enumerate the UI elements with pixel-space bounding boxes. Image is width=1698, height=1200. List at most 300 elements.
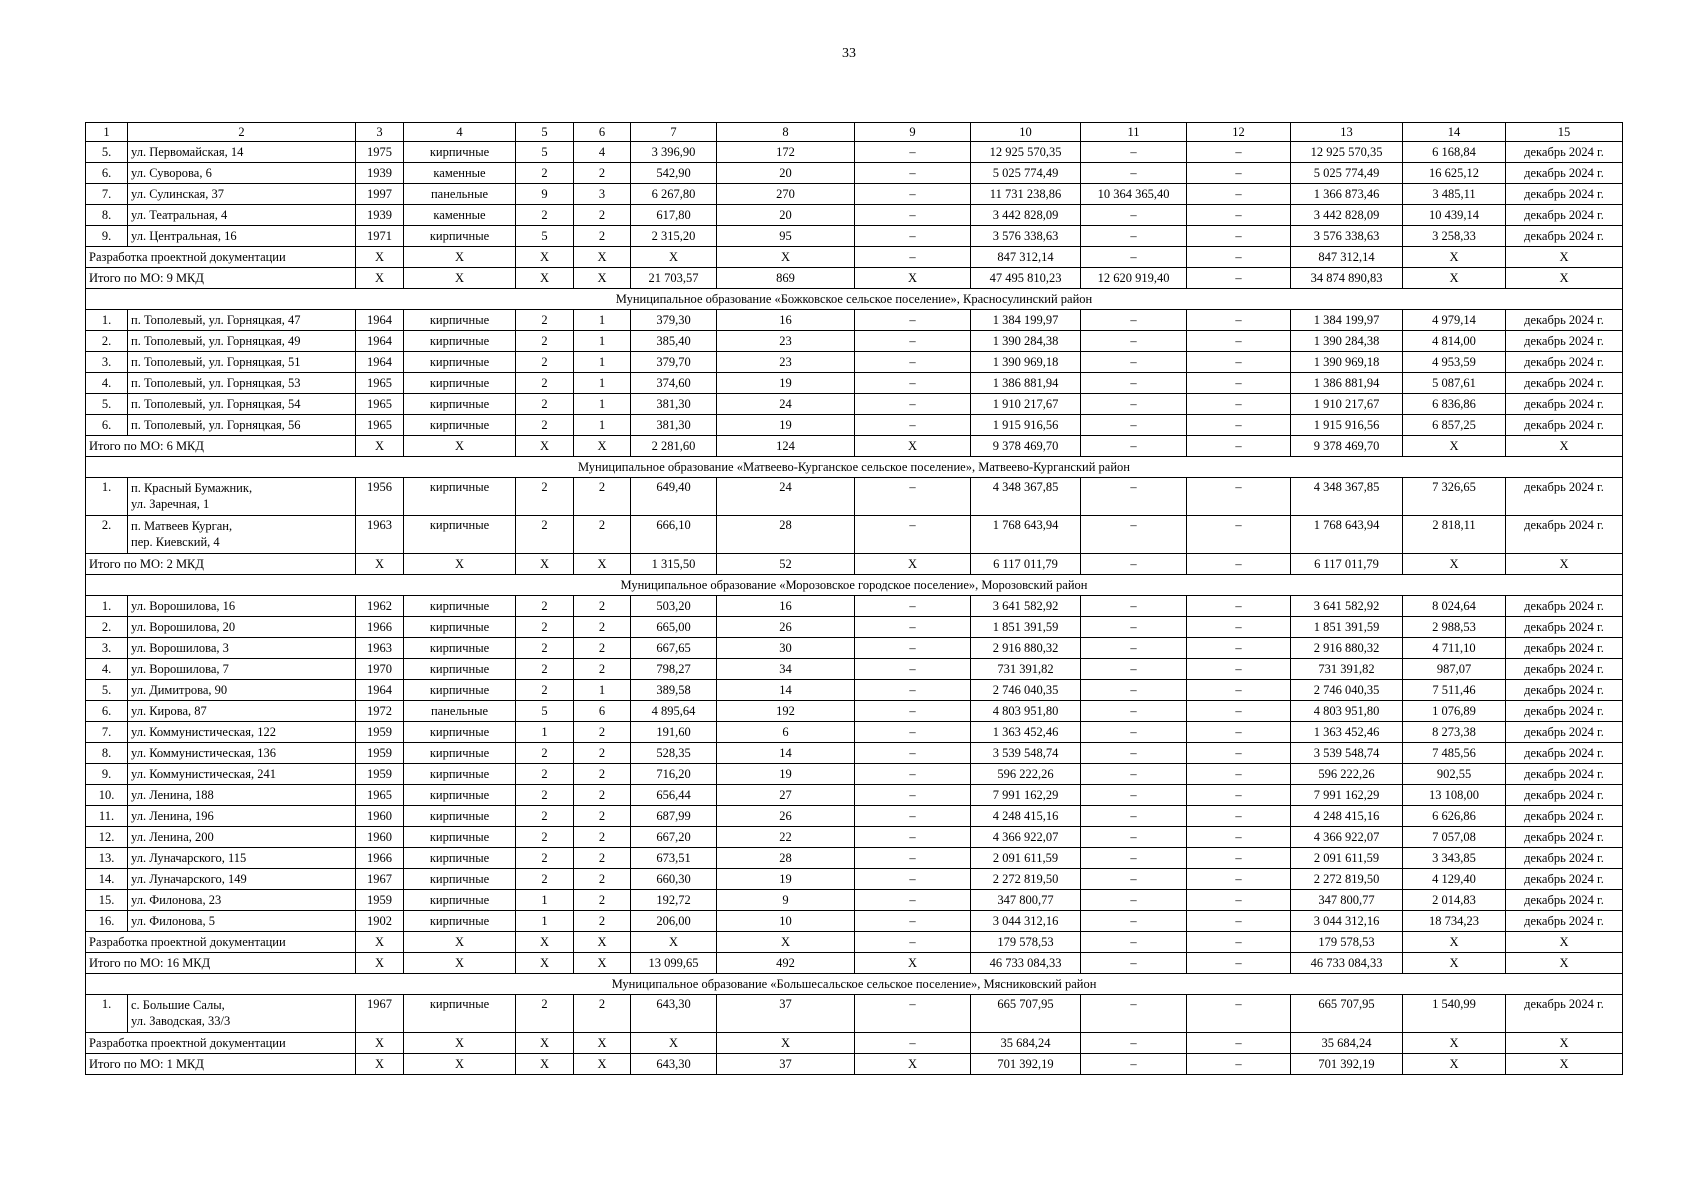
table-cell: 2 [516, 352, 574, 373]
table-cell: – [1081, 310, 1187, 331]
table-cell: 1971 [356, 226, 404, 247]
address-line: п. Красный Бумажник, [131, 481, 253, 495]
table-row [86, 911, 1623, 932]
table-cell: 1 [574, 680, 631, 701]
table-cell: 1 851 391,59 [971, 617, 1081, 638]
summary-cell: X [717, 1033, 855, 1054]
table-cell: – [1187, 310, 1291, 331]
page-number: 33 [842, 46, 856, 61]
summary-cell: X [356, 247, 404, 268]
summary-cell: 847 312,14 [971, 247, 1081, 268]
summary-cell: – [1081, 554, 1187, 575]
summary-cell: X [404, 953, 516, 974]
table-cell: 23 [717, 331, 855, 352]
table-cell: 1959 [356, 764, 404, 785]
table-cell: 9 [516, 184, 574, 205]
table-cell: 1 [516, 911, 574, 932]
table-cell: кирпичные [404, 869, 516, 890]
column-number-cell: 5 [516, 123, 574, 142]
table-cell: – [1081, 373, 1187, 394]
table-cell: 3 [574, 184, 631, 205]
summary-cell: X [404, 268, 516, 289]
summary-cell: 52 [717, 554, 855, 575]
table-cell: 2 091 611,59 [971, 848, 1081, 869]
table-cell: – [855, 163, 971, 184]
table-cell: – [855, 995, 971, 1033]
summary-cell: X [1403, 436, 1506, 457]
table-cell: декабрь 2024 г. [1506, 142, 1623, 163]
summary-cell: X [1506, 953, 1623, 974]
table-cell: – [855, 596, 971, 617]
section-header-row [86, 289, 1623, 310]
summary-cell: X [855, 1054, 971, 1075]
address-line: ул. Заводская, 33/3 [131, 1014, 231, 1028]
row-number-cell: 2. [86, 331, 128, 352]
table-cell: – [1081, 848, 1187, 869]
table-cell: 1997 [356, 184, 404, 205]
table-cell: 1 [574, 415, 631, 436]
table-row [86, 785, 1623, 806]
table-cell: 1 910 217,67 [1291, 394, 1403, 415]
section-title: Муниципальное образование «Большесальское сельское поселение», Мясниковский район [86, 974, 1623, 995]
table-cell: кирпичные [404, 478, 516, 516]
table-cell: 1 [574, 310, 631, 331]
table-cell: 27 [717, 785, 855, 806]
address-cell: ул. Суворова, 6 [128, 163, 356, 184]
table-cell: 1 915 916,56 [1291, 415, 1403, 436]
table-cell: 379,30 [631, 310, 717, 331]
table-cell: 13 108,00 [1403, 785, 1506, 806]
table-cell: 1965 [356, 785, 404, 806]
table-cell: 20 [717, 163, 855, 184]
table-cell: 192,72 [631, 890, 717, 911]
address-cell: п. Тополевый, ул. Горняцкая, 49 [128, 331, 356, 352]
table-cell: 1939 [356, 205, 404, 226]
table-cell: 1 [516, 890, 574, 911]
table-cell: 6 267,80 [631, 184, 717, 205]
summary-cell: X [356, 1033, 404, 1054]
table-cell: 22 [717, 827, 855, 848]
summary-cell: X [1506, 554, 1623, 575]
table-cell: – [1187, 638, 1291, 659]
table-cell: 2 [574, 163, 631, 184]
table-cell: 2 [516, 596, 574, 617]
row-number-cell: 2. [86, 617, 128, 638]
table-row [86, 806, 1623, 827]
row-number-cell: 5. [86, 394, 128, 415]
summary-cell: X [717, 932, 855, 953]
table-cell: 528,35 [631, 743, 717, 764]
table-cell: 2 [574, 596, 631, 617]
table-cell: 5 025 774,49 [971, 163, 1081, 184]
table-cell: 2 [516, 415, 574, 436]
row-number-cell: 12. [86, 827, 128, 848]
table-row [86, 848, 1623, 869]
table-cell: 3 343,85 [1403, 848, 1506, 869]
table-cell: – [1081, 995, 1187, 1033]
table-cell: – [855, 352, 971, 373]
summary-cell: X [404, 1054, 516, 1075]
table-cell: 596 222,26 [971, 764, 1081, 785]
summary-cell: X [404, 932, 516, 953]
table-cell: 381,30 [631, 394, 717, 415]
table-cell: – [1081, 680, 1187, 701]
table-cell: 2 315,20 [631, 226, 717, 247]
summary-cell: 34 874 890,83 [1291, 268, 1403, 289]
column-number-cell: 9 [855, 123, 971, 142]
table-cell: 666,10 [631, 516, 717, 554]
table-cell: 1 390 969,18 [1291, 352, 1403, 373]
table-cell: 3 258,33 [1403, 226, 1506, 247]
summary-cell: X [516, 932, 574, 953]
row-number-cell: 1. [86, 596, 128, 617]
table-cell: 7 511,46 [1403, 680, 1506, 701]
table-cell: 6 836,86 [1403, 394, 1506, 415]
summary-cell: X [631, 1033, 717, 1054]
table-cell: 95 [717, 226, 855, 247]
summary-cell: X [516, 436, 574, 457]
summary-cell: X [574, 554, 631, 575]
table-cell: 1 768 643,94 [971, 516, 1081, 554]
address-cell: ул. Коммунистическая, 122 [128, 722, 356, 743]
table-cell: 4 366 922,07 [971, 827, 1081, 848]
table-cell: 4 953,59 [1403, 352, 1506, 373]
section-header-row [86, 457, 1623, 478]
summary-cell: X [516, 1054, 574, 1075]
address-cell: ул. Сулинская, 37 [128, 184, 356, 205]
summary-cell: 869 [717, 268, 855, 289]
table-cell: 2 [574, 827, 631, 848]
table-cell: 374,60 [631, 373, 717, 394]
summary-cell: 46 733 084,33 [971, 953, 1081, 974]
table-body [86, 123, 1623, 1075]
table-cell: 3 641 582,92 [971, 596, 1081, 617]
table-cell: 1 [574, 352, 631, 373]
table-cell: 3 576 338,63 [971, 226, 1081, 247]
table-cell: 379,70 [631, 352, 717, 373]
table-cell: панельные [404, 701, 516, 722]
table-cell: – [1187, 617, 1291, 638]
summary-cell: X [1506, 1033, 1623, 1054]
table-cell: кирпичные [404, 638, 516, 659]
table-cell: 665,00 [631, 617, 717, 638]
table-cell: 2 272 819,50 [971, 869, 1081, 890]
table-cell: 542,90 [631, 163, 717, 184]
table-cell: 2 746 040,35 [971, 680, 1081, 701]
table-cell: – [855, 310, 971, 331]
table-cell: – [1187, 478, 1291, 516]
table-cell: кирпичные [404, 764, 516, 785]
table-cell: 2 [516, 638, 574, 659]
row-number-cell: 6. [86, 415, 128, 436]
row-number-cell: 14. [86, 869, 128, 890]
table-row [86, 415, 1623, 436]
table-cell: декабрь 2024 г. [1506, 373, 1623, 394]
address-cell: ул. Филонова, 23 [128, 890, 356, 911]
table-cell: 1975 [356, 142, 404, 163]
table-cell: 2 916 880,32 [971, 638, 1081, 659]
row-number-cell: 10. [86, 785, 128, 806]
table-cell: 1 076,89 [1403, 701, 1506, 722]
summary-row [86, 1033, 1623, 1054]
row-number-cell: 1. [86, 478, 128, 516]
table-row [86, 310, 1623, 331]
summary-cell: X [1506, 247, 1623, 268]
address-cell: ул. Кирова, 87 [128, 701, 356, 722]
summary-row [86, 268, 1623, 289]
table-cell: – [1187, 226, 1291, 247]
table-cell: 192 [717, 701, 855, 722]
table-cell: – [1081, 638, 1187, 659]
table-cell: – [1187, 163, 1291, 184]
summary-cell: X [356, 554, 404, 575]
table-cell: 347 800,77 [971, 890, 1081, 911]
column-number-cell: 8 [717, 123, 855, 142]
address-cell: п. Тополевый, ул. Горняцкая, 56 [128, 415, 356, 436]
table-row [86, 163, 1623, 184]
summary-cell: X [574, 1033, 631, 1054]
address-line: пер. Киевский, 4 [131, 535, 220, 549]
table-cell: 8 273,38 [1403, 722, 1506, 743]
table-cell: 731 391,82 [1291, 659, 1403, 680]
table-row [86, 659, 1623, 680]
table-cell: 2 [516, 764, 574, 785]
table-cell: – [1081, 911, 1187, 932]
table-cell: 2 [516, 995, 574, 1033]
table-row [86, 184, 1623, 205]
table-cell: 649,40 [631, 478, 717, 516]
table-cell: – [1187, 352, 1291, 373]
table-cell: 34 [717, 659, 855, 680]
table-cell: – [1187, 394, 1291, 415]
table-cell: – [855, 205, 971, 226]
address-cell: п. Тополевый, ул. Горняцкая, 53 [128, 373, 356, 394]
row-number-cell: 9. [86, 764, 128, 785]
table-cell: 1959 [356, 743, 404, 764]
table-cell: 4 711,10 [1403, 638, 1506, 659]
table-cell: кирпичные [404, 743, 516, 764]
summary-label: Итого по МО: 16 МКД [86, 953, 356, 974]
table-cell: 2 [516, 869, 574, 890]
table-cell: 2 [516, 659, 574, 680]
table-cell: 2 [574, 785, 631, 806]
table-cell: 798,27 [631, 659, 717, 680]
column-number-cell: 7 [631, 123, 717, 142]
table-cell: – [1187, 373, 1291, 394]
table-row [86, 516, 1623, 554]
table-row [86, 827, 1623, 848]
table-cell: – [1187, 415, 1291, 436]
summary-row [86, 932, 1623, 953]
summary-cell: X [574, 953, 631, 974]
summary-cell: 6 117 011,79 [971, 554, 1081, 575]
table-cell: 2 [574, 764, 631, 785]
table-cell: 6 857,25 [1403, 415, 1506, 436]
summary-cell: X [855, 436, 971, 457]
summary-cell: – [1187, 268, 1291, 289]
table-cell: декабрь 2024 г. [1506, 869, 1623, 890]
table-cell: 1964 [356, 331, 404, 352]
address-cell [128, 995, 356, 1033]
table-cell: кирпичные [404, 516, 516, 554]
table-cell: 1 386 881,94 [971, 373, 1081, 394]
summary-row [86, 247, 1623, 268]
row-number-cell: 7. [86, 184, 128, 205]
table-cell: декабрь 2024 г. [1506, 911, 1623, 932]
column-number-cell: 13 [1291, 123, 1403, 142]
table-cell: 1 851 391,59 [1291, 617, 1403, 638]
summary-cell: X [574, 268, 631, 289]
table-cell: 2 [516, 617, 574, 638]
table-cell: 1964 [356, 352, 404, 373]
summary-cell: 492 [717, 953, 855, 974]
table-cell: 7 991 162,29 [1291, 785, 1403, 806]
address-cell: ул. Первомайская, 14 [128, 142, 356, 163]
table-cell: 206,00 [631, 911, 717, 932]
summary-cell: X [1403, 247, 1506, 268]
summary-cell: 1 315,50 [631, 554, 717, 575]
row-number-cell: 6. [86, 163, 128, 184]
table-cell: кирпичные [404, 827, 516, 848]
table-cell: кирпичные [404, 680, 516, 701]
summary-label: Разработка проектной документации [86, 932, 356, 953]
summary-label: Итого по МО: 1 МКД [86, 1054, 356, 1075]
table-cell: 4 348 367,85 [971, 478, 1081, 516]
table-cell: – [855, 680, 971, 701]
table-cell: 2 [574, 722, 631, 743]
summary-cell: – [1187, 436, 1291, 457]
table-cell: – [855, 785, 971, 806]
table-cell: – [855, 806, 971, 827]
row-number-cell: 8. [86, 205, 128, 226]
summary-cell: X [1403, 268, 1506, 289]
table-cell: – [1081, 142, 1187, 163]
table-cell: 4 814,00 [1403, 331, 1506, 352]
summary-row [86, 554, 1623, 575]
summary-cell: – [1187, 953, 1291, 974]
table-cell: 30 [717, 638, 855, 659]
table-cell: – [855, 827, 971, 848]
table-cell: – [1081, 163, 1187, 184]
table-row [86, 352, 1623, 373]
table-cell: – [1081, 701, 1187, 722]
column-number-cell: 4 [404, 123, 516, 142]
table-cell: 2 916 880,32 [1291, 638, 1403, 659]
address-cell: ул. Луначарского, 115 [128, 848, 356, 869]
table-cell: декабрь 2024 г. [1506, 394, 1623, 415]
table-cell: 2 [574, 617, 631, 638]
table-cell: 3 485,11 [1403, 184, 1506, 205]
summary-cell: X [1506, 436, 1623, 457]
table-cell: декабрь 2024 г. [1506, 415, 1623, 436]
table-cell: – [1187, 680, 1291, 701]
summary-cell: – [1081, 953, 1187, 974]
table-cell: – [1187, 142, 1291, 163]
summary-cell: X [356, 1054, 404, 1075]
table-cell: – [1187, 184, 1291, 205]
table-cell: 10 439,14 [1403, 205, 1506, 226]
row-number-cell: 15. [86, 890, 128, 911]
table-cell: 28 [717, 848, 855, 869]
summary-cell: 701 392,19 [971, 1054, 1081, 1075]
summary-cell: – [1187, 554, 1291, 575]
table-row [86, 617, 1623, 638]
table-cell: декабрь 2024 г. [1506, 764, 1623, 785]
address-cell: ул. Коммунистическая, 241 [128, 764, 356, 785]
table-cell: декабрь 2024 г. [1506, 680, 1623, 701]
table-cell: – [1187, 995, 1291, 1033]
table-cell: 2 [516, 827, 574, 848]
table-cell: – [1081, 226, 1187, 247]
table-cell: 381,30 [631, 415, 717, 436]
summary-cell: X [516, 268, 574, 289]
summary-cell: 37 [717, 1054, 855, 1075]
summary-cell: X [717, 247, 855, 268]
table-cell: декабрь 2024 г. [1506, 596, 1623, 617]
table-cell: 3 539 548,74 [971, 743, 1081, 764]
summary-cell: X [404, 1033, 516, 1054]
table-cell: 1972 [356, 701, 404, 722]
summary-cell: 2 281,60 [631, 436, 717, 457]
table-cell: 5 [516, 226, 574, 247]
table-cell: 5 [516, 142, 574, 163]
address-cell: ул. Центральная, 16 [128, 226, 356, 247]
table-cell: 1 363 452,46 [971, 722, 1081, 743]
table-cell: 2 [516, 478, 574, 516]
table-cell: 1967 [356, 995, 404, 1033]
table-cell: 3 442 828,09 [971, 205, 1081, 226]
table-cell: – [855, 142, 971, 163]
table-cell: 19 [717, 415, 855, 436]
table-cell: 2 [574, 848, 631, 869]
table-cell: 4 366 922,07 [1291, 827, 1403, 848]
table-row [86, 478, 1623, 516]
summary-cell: X [1506, 1054, 1623, 1075]
table-cell: 1 915 916,56 [971, 415, 1081, 436]
table-cell: 37 [717, 995, 855, 1033]
table-cell: 2 [574, 226, 631, 247]
table-cell: 2 [516, 785, 574, 806]
table-cell: 270 [717, 184, 855, 205]
table-cell: кирпичные [404, 142, 516, 163]
table-row [86, 869, 1623, 890]
column-number-cell: 6 [574, 123, 631, 142]
table-cell: – [1187, 764, 1291, 785]
table-cell: 4 [574, 142, 631, 163]
table-cell: 4 248 415,16 [971, 806, 1081, 827]
table-cell: 2 [516, 680, 574, 701]
address-cell: ул. Коммунистическая, 136 [128, 743, 356, 764]
table-cell: 19 [717, 373, 855, 394]
column-number-cell: 3 [356, 123, 404, 142]
summary-cell: X [404, 247, 516, 268]
summary-cell: – [1081, 247, 1187, 268]
summary-cell: X [404, 554, 516, 575]
table-cell: 16 [717, 596, 855, 617]
table-cell: – [1081, 764, 1187, 785]
table-cell: – [1187, 848, 1291, 869]
table-row [86, 394, 1623, 415]
table-cell: 2 [516, 806, 574, 827]
table-cell: 10 364 365,40 [1081, 184, 1187, 205]
table-cell: 667,20 [631, 827, 717, 848]
table-cell: 3 641 582,92 [1291, 596, 1403, 617]
table-cell: 6 [717, 722, 855, 743]
table-row [86, 596, 1623, 617]
table-cell: – [1187, 205, 1291, 226]
table-row [86, 331, 1623, 352]
summary-cell: X [1403, 953, 1506, 974]
